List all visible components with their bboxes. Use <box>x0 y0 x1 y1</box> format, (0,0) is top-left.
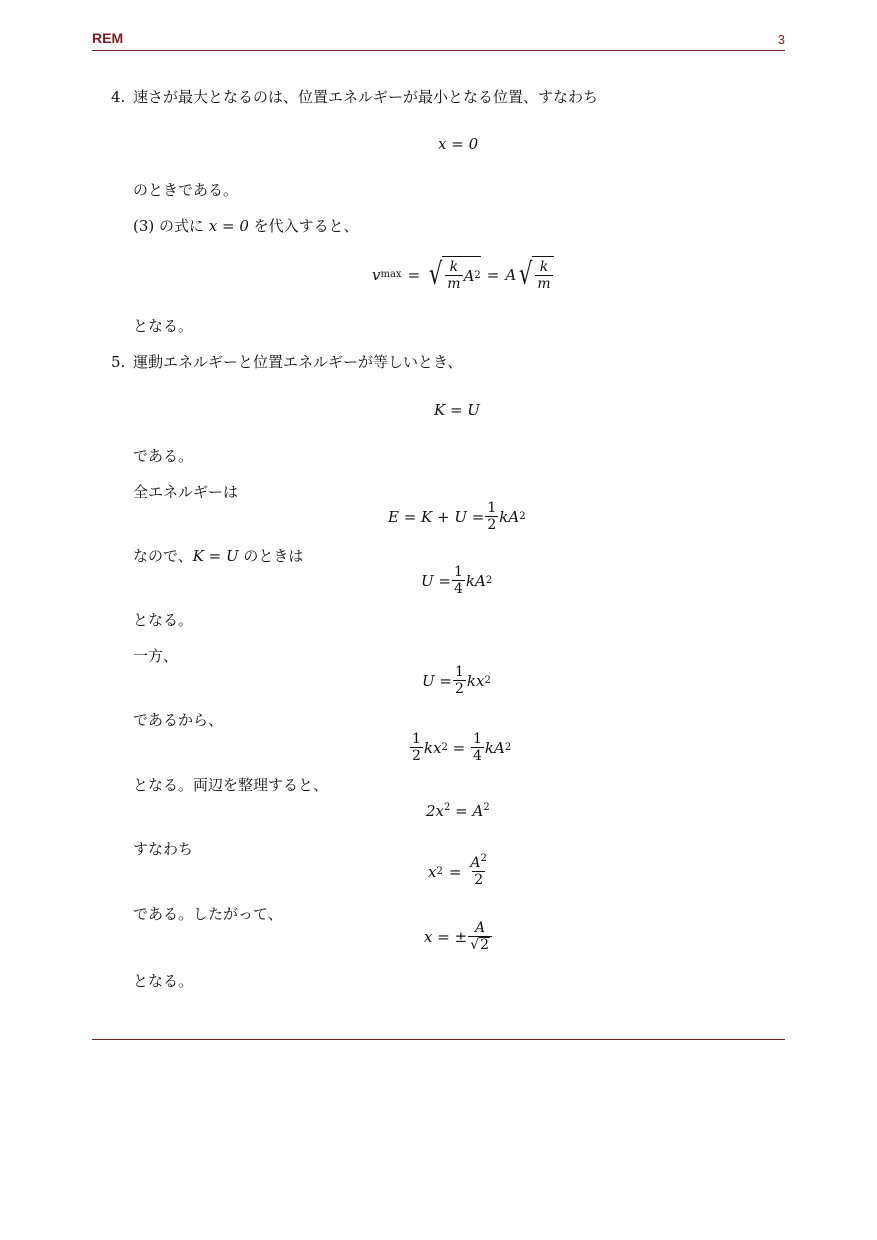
equation-U-half-kx2: U = $\frac{1}{2}$ kx 2 <box>422 664 491 697</box>
item-4-intro: 速さが最大となるのは、位置エネルギーが最小となる位置、すなわち <box>133 88 599 106</box>
equation-K-equals-U: K = U <box>434 401 480 419</box>
page-number: 3 <box>777 32 785 47</box>
namely-line: すなわち <box>133 840 194 858</box>
equation-U-quarter: U = $\frac{1}{4}$ kA 2 <box>421 564 493 597</box>
item-4-substitute-line: (3) の式に x = 0 を代入すると、 <box>133 217 359 235</box>
equation-total-energy: E = K + U = $\frac{1}{2}$ kA 2 <box>388 500 526 533</box>
because-line: であるから、 <box>133 711 224 729</box>
on-the-other-hand: 一方、 <box>133 647 179 665</box>
header-rule <box>92 50 785 51</box>
total-energy-label: 全エネルギーは <box>133 483 239 501</box>
becomes-line-1: となる。 <box>133 611 194 629</box>
footer-rule <box>92 1039 785 1040</box>
rearrange-line: となる。両辺を整理すると、 <box>133 776 329 794</box>
item-4-number: 4. <box>111 88 126 106</box>
since-line: なので、K = U のときは <box>133 547 304 565</box>
equation-vmax: v max = √ $\frac{k}{m}$ A 2 = A √ $\frac{k}{m}$ <box>372 256 554 294</box>
item-5-number: 5. <box>111 353 126 371</box>
item-4-after-eq: のときである。 <box>133 181 239 199</box>
header-title: REM <box>92 30 124 46</box>
therefore-line: である。したがって、 <box>133 905 283 923</box>
equation-x-equals-0: x = 0 <box>438 135 479 153</box>
equation-energy-equality: $\frac{1}{2}$ kx 2 = $\frac{1}{4}$ kA 2 <box>412 731 512 764</box>
item-5-is: である。 <box>133 447 194 465</box>
equation-2x2-A2: $2x^2 = A^2$ <box>426 802 490 820</box>
final-line: となる。 <box>133 972 194 990</box>
equation-x-solution: x = ± A √ 2 <box>424 920 493 953</box>
item-4-conclusion: となる。 <box>133 317 194 335</box>
equation-x2: x 2 = $\frac{A^2}{2}$ <box>428 853 487 888</box>
item-5-intro: 運動エネルギーと位置エネルギーが等しいとき、 <box>133 353 463 371</box>
